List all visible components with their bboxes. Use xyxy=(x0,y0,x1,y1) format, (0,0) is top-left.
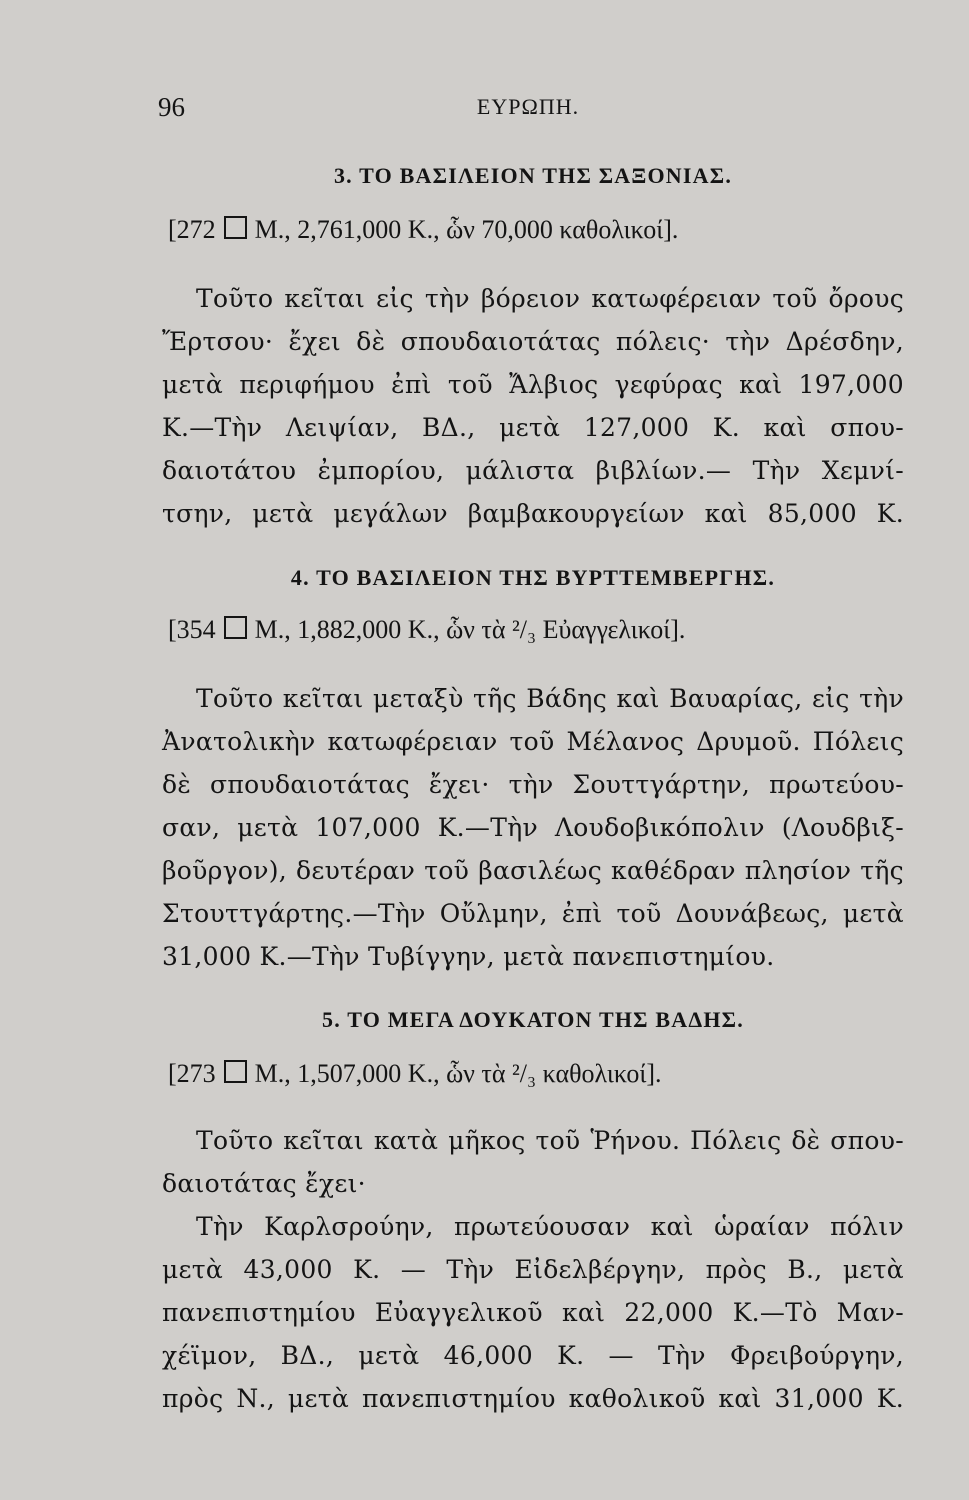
text-line: Κ.—Τὴν Λειψίαν, ΒΔ., μετὰ 127,000 Κ. καὶ σπου- xyxy=(162,413,904,442)
stats-prefix: [273 xyxy=(168,1059,216,1088)
square-miles-icon xyxy=(224,216,247,239)
text-line: μετὰ 43,000 Κ. — Τὴν Εἰδελβέργην, πρὸς Β., μετὰ xyxy=(162,1255,904,1284)
text-line: πανεπιστημίου Εὐαγγελικοῦ καὶ 22,000 Κ.—Τὸ Μαν- xyxy=(162,1298,904,1327)
stats-prefix: [354 xyxy=(168,615,216,644)
text-line: Τοῦτο κεῖται κατὰ μῆκος τοῦ Ῥήνου. Πόλεις δὲ σπου- xyxy=(196,1126,904,1155)
square-miles-icon xyxy=(224,616,247,639)
text-line: Τοῦτο κεῖται μεταξὺ τῆς Βάδης καὶ Βαυαρίας, εἰς τὴν xyxy=(196,684,904,713)
text-line: Ἔρτσου· ἔχει δὲ σπουδαιοτάτας πόλεις· τὴν Δρέσδην, xyxy=(162,327,904,356)
page-header xyxy=(158,92,898,132)
section-stats xyxy=(168,615,685,645)
stats-prefix: [272 xyxy=(168,215,216,244)
text-line: μετὰ περιφήμου ἐπὶ τοῦ Ἄλβιος γεφύρας καὶ 197,000 xyxy=(162,370,904,399)
stats-text: Μ., 1,882,000 Κ., ὧν τὰ ²/₃ Εὐαγγελικοί]. xyxy=(254,615,686,644)
square-miles-icon xyxy=(224,1060,247,1083)
section-title: 5. ΤΟ ΜΕΓΑ ΔΟΥΚΑΤΟΝ ΤΗΣ ΒΑΔΗΣ. xyxy=(322,1007,744,1032)
text-line: βοῦργον), δευτέραν τοῦ βασιλέως καθέδραν πλησίον τῆς xyxy=(162,856,904,885)
section-stats xyxy=(168,215,678,245)
section-stats xyxy=(168,1059,662,1089)
text-line: 31,000 Κ.—Τὴν Τυβίγγην, μετὰ πανεπιστημίου. xyxy=(162,942,775,971)
stats-text: Μ., 2,761,000 Κ., ὧν 70,000 καθολικοί]. xyxy=(254,215,679,244)
text-line: χέϊμον, ΒΔ., μετὰ 46,000 Κ. — Τὴν Φρειβούργην, xyxy=(162,1341,904,1370)
text-line: δαιοτάτου ἐμπορίου, μάλιστα βιβλίων.— Τὴν Χεμνί- xyxy=(162,456,904,485)
page-number: 96 xyxy=(158,92,185,122)
section-title: 3. ΤΟ ΒΑΣΙΛΕΙΟΝ ΤΗΣ ΣΑΞΟΝΙΑΣ. xyxy=(333,163,733,188)
text-line: Ἀνατολικὴν κατωφέρειαν τοῦ Μέλανος Δρυμοῦ. Πόλεις xyxy=(162,727,904,756)
text-line: Στουττγάρτης.—Τὴν Οὔλμην, ἐπὶ τοῦ Δουνάβεως, μετὰ xyxy=(162,899,904,928)
section-title: 4. ΤΟ ΒΑΣΙΛΕΙΟΝ ΤΗΣ ΒΥΡΤΤΕΜΒΕΡΓΗΣ. xyxy=(290,565,776,590)
running-title: ΕΥΡΩΠΗ. xyxy=(476,94,580,119)
text-line: σαν, μετὰ 107,000 Κ.—Τὴν Λουδοβικόπολιν (Λουδβιξ- xyxy=(162,813,904,842)
text-line: πρὸς Ν., μετὰ πανεπιστημίου καθολικοῦ καὶ 31,000 Κ. xyxy=(162,1384,904,1413)
text-line: δὲ σπουδαιοτάτας ἔχει· τὴν Σουττγάρτην, πρωτεύου- xyxy=(162,770,904,799)
text-line: Τὴν Καρλσρούην, πρωτεύουσαν καὶ ὡραίαν πόλιν xyxy=(196,1212,904,1241)
stats-text: Μ., 1,507,000 Κ., ὧν τὰ ²/₃ καθολικοί]. xyxy=(254,1059,662,1088)
text-line: δαιοτάτας ἔχει· xyxy=(162,1169,366,1198)
text-line: τσην, μετὰ μεγάλων βαμβακουργείων καὶ 85,000 Κ. xyxy=(162,499,904,528)
text-line: Τοῦτο κεῖται εἰς τὴν βόρειον κατωφέρειαν τοῦ ὄρους xyxy=(196,284,904,313)
